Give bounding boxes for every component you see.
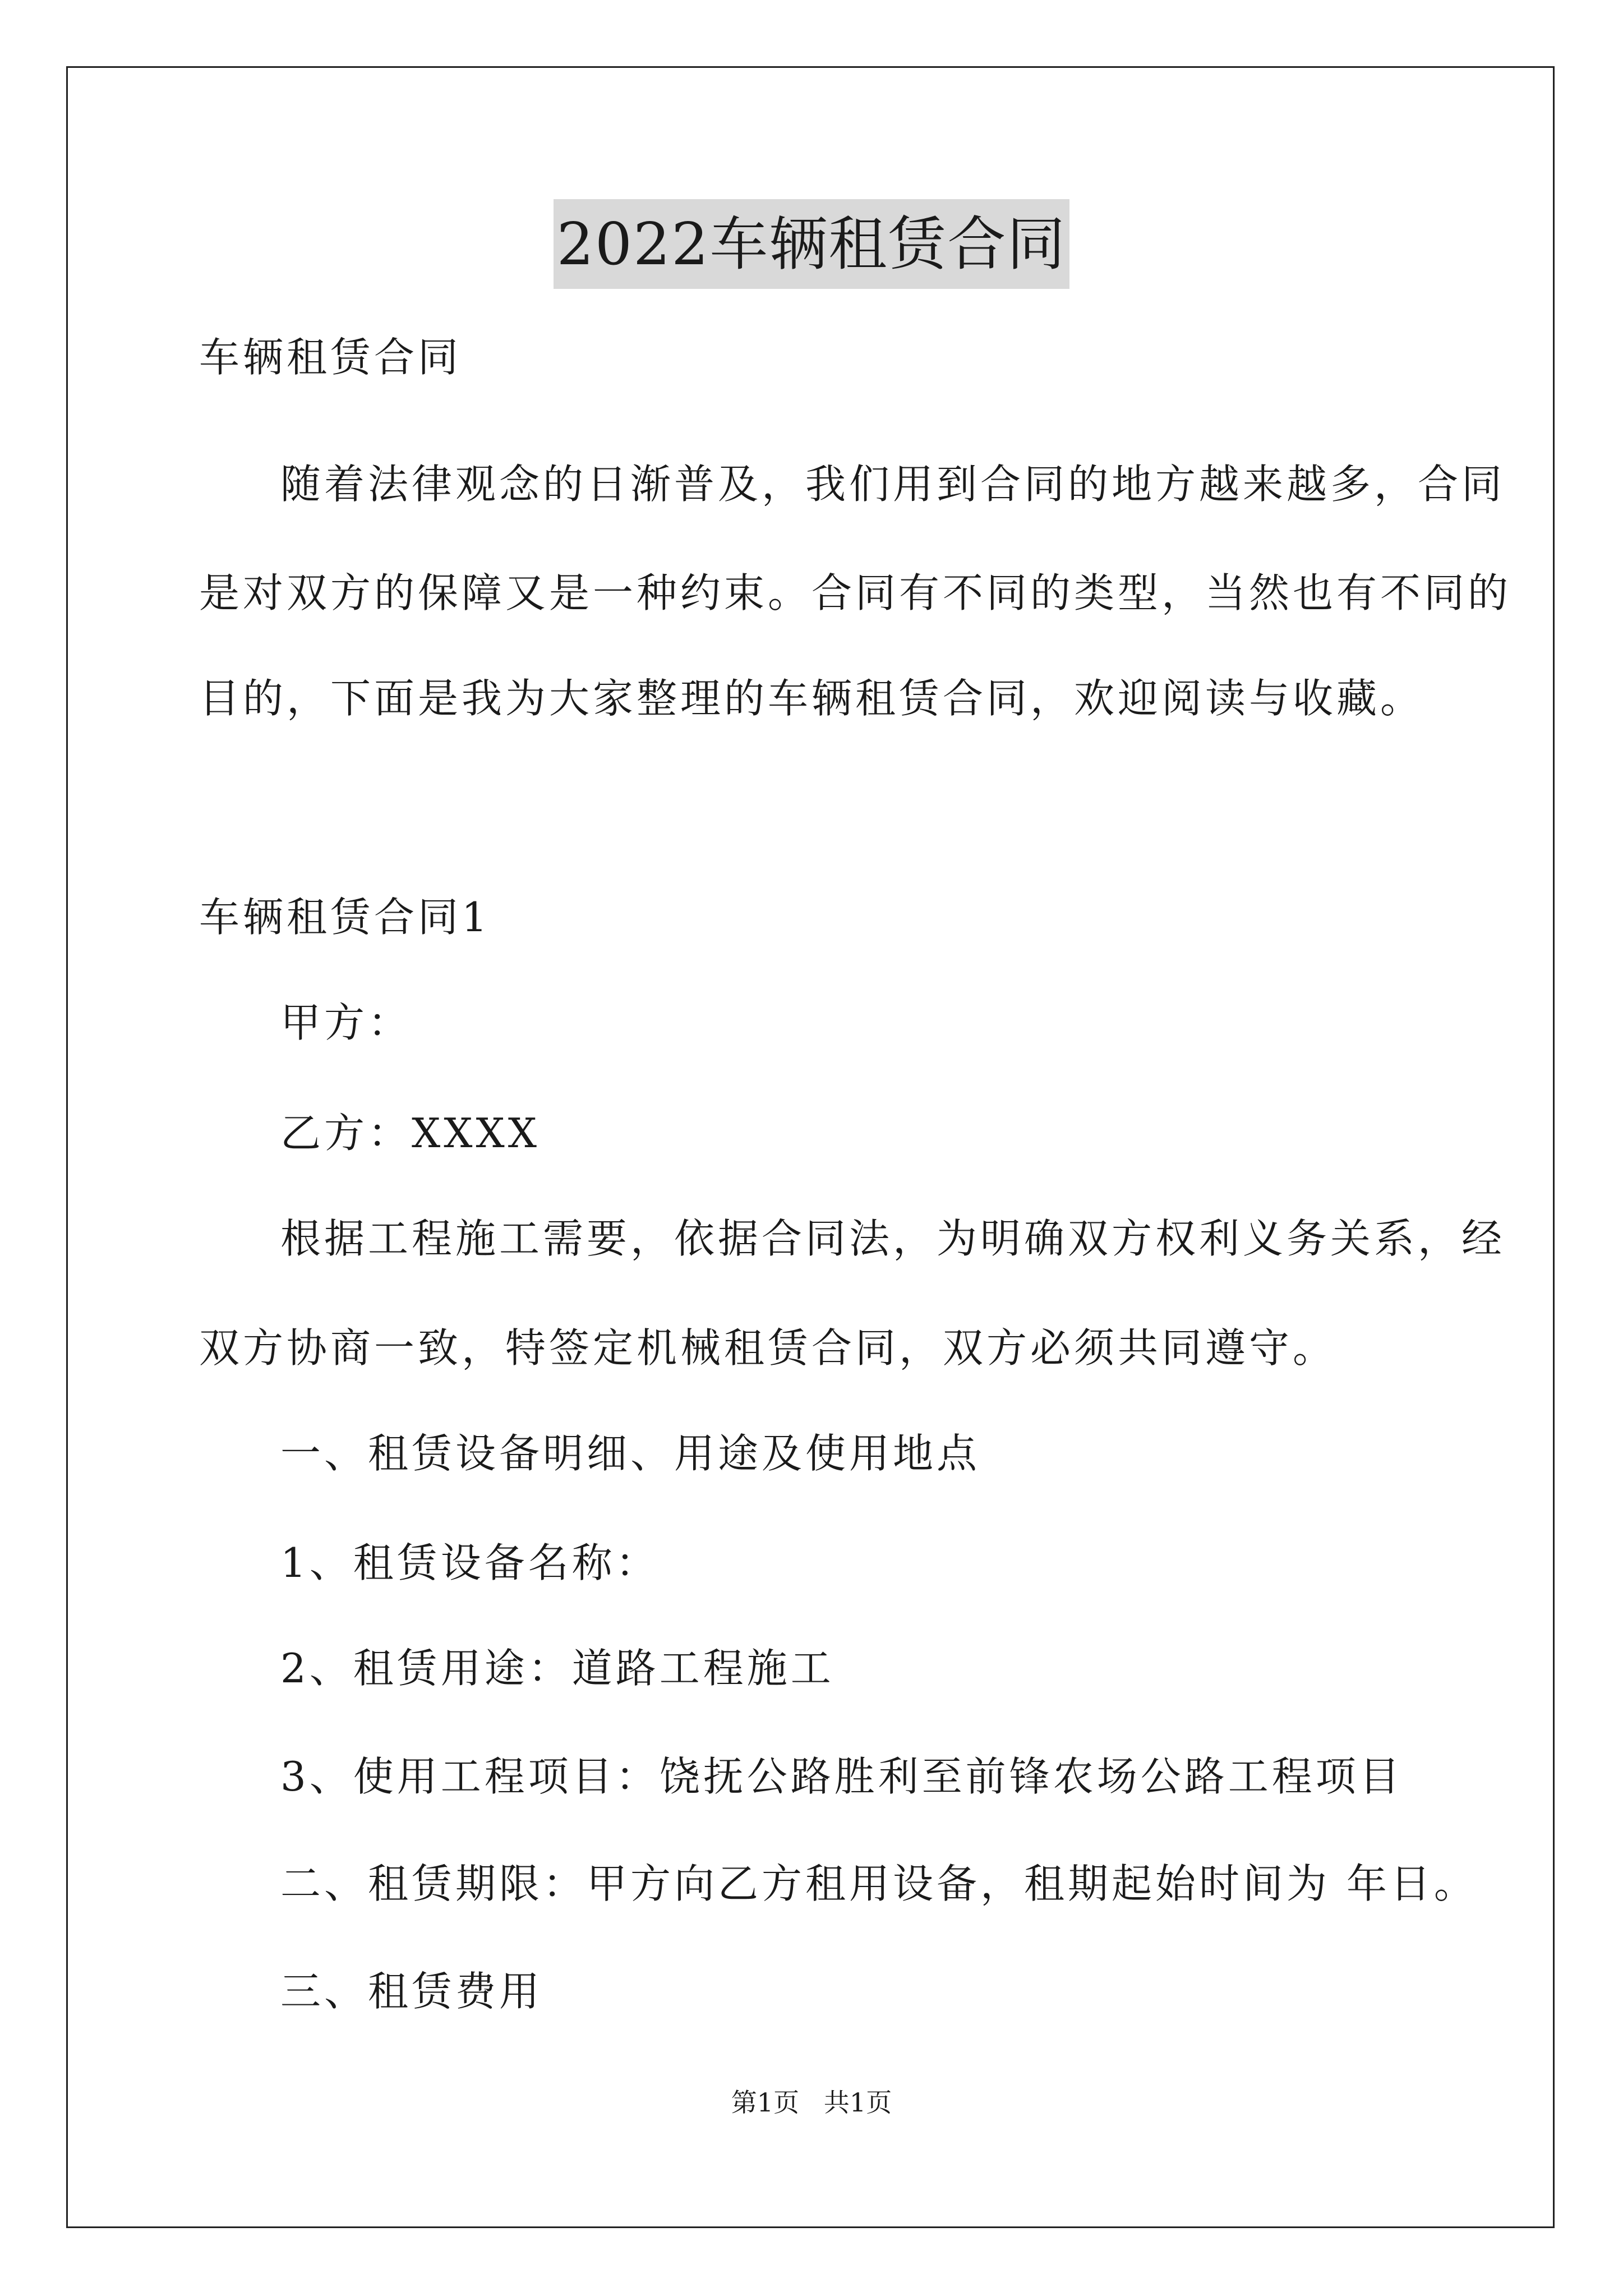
paragraph-line: 是对双方的保障又是一种约束。合同有不同的类型，当然也有不同的 <box>199 569 1512 616</box>
clause-heading: 一、租赁设备明细、用途及使用地点 <box>280 1430 981 1477</box>
paragraph-line: 双方协商一致，特签定机械租赁合同，双方必须共同遵守。 <box>199 1324 1337 1372</box>
party-b-line: 乙方：XXXX <box>280 1110 541 1157</box>
clause-heading: 三、租赁费用 <box>280 1968 543 2015</box>
paragraph-line: 根据工程施工需要，依据合同法，为明确双方权利义务关系，经 <box>280 1215 1506 1262</box>
clause-item: 1、租赁设备名称： <box>280 1539 660 1586</box>
paragraph-line: 随着法律观念的日渐普及，我们用到合同的地方越来越多，合同 <box>280 461 1506 508</box>
clause-heading: 二、租赁期限：甲方向乙方租用设备，租期起始时间为 年日。 <box>280 1860 1478 1907</box>
document-title: 2022车辆租赁合同 <box>554 199 1070 289</box>
section-heading: 车辆租赁合同1 <box>199 894 491 941</box>
clause-item: 2、租赁用途：道路工程施工 <box>280 1645 834 1692</box>
title-block <box>0 199 1623 289</box>
paragraph-line: 目的，下面是我为大家整理的车辆租赁合同，欢迎阅读与收藏。 <box>199 675 1424 722</box>
page-footer: 第1页 共1页 <box>731 2087 892 2118</box>
section-heading: 车辆租赁合同 <box>199 334 462 381</box>
party-a-line: 甲方： <box>280 999 412 1046</box>
clause-item: 3、使用工程项目：饶抚公路胜利至前锋农场公路工程项目 <box>280 1753 1403 1800</box>
